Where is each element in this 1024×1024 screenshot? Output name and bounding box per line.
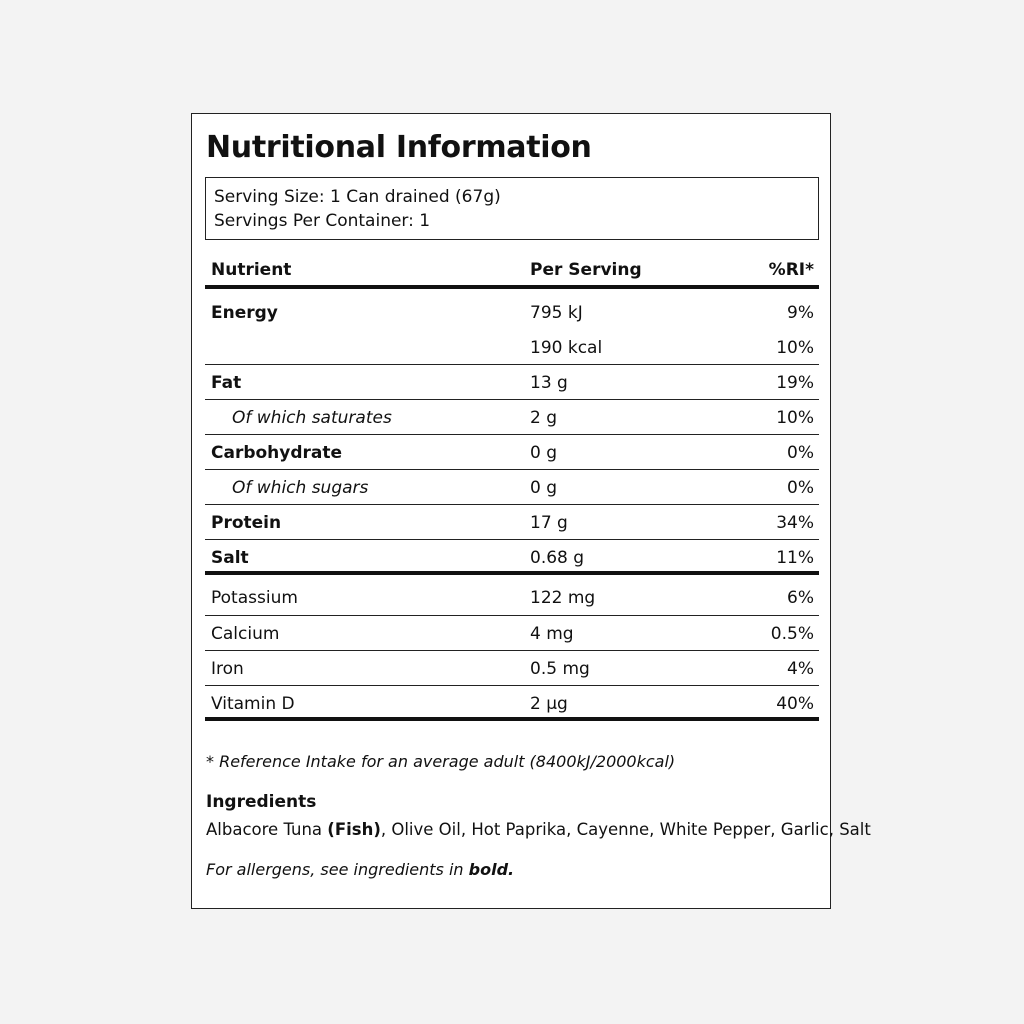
- ingredients-list: [206, 820, 871, 839]
- table-row-saturates: [205, 400, 819, 435]
- nutrient-ri: 0%: [787, 443, 814, 463]
- nutrient-ri: 0%: [787, 478, 814, 498]
- nutrient-amount: 2 µg: [530, 694, 568, 714]
- serving-info-box: [205, 177, 819, 240]
- table-row-protein: [205, 505, 819, 540]
- nutrient-amount: 4 mg: [530, 624, 574, 644]
- nutrient-ri: 10%: [776, 408, 814, 428]
- nutrient-name: Of which sugars: [232, 478, 369, 498]
- nutrient-ri: 34%: [776, 513, 814, 533]
- nutrient-amount: 17 g: [530, 513, 568, 533]
- nutrient-amount: 0.5 mg: [530, 659, 590, 679]
- nutrient-ri: 0.5%: [770, 624, 814, 644]
- table-row-potassium: [205, 575, 819, 616]
- allergen-note-text: For allergens, see ingredients in: [206, 860, 464, 879]
- nutrition-label: [191, 113, 871, 909]
- serving-size: Serving Size: 1 Can drained (67g): [214, 187, 501, 207]
- nutrient-name: Energy: [211, 303, 278, 323]
- nutrient-amount: 2 g: [530, 408, 558, 428]
- nutrient-ri: 4%: [787, 659, 814, 679]
- nutrient-ri: 40%: [776, 694, 814, 714]
- nutrient-name: Carbohydrate: [211, 443, 343, 463]
- nutrient-ri: 10%: [776, 338, 814, 358]
- nutrient-name: Protein: [211, 513, 282, 533]
- ingredient-allergen: (Fish): [327, 820, 381, 839]
- nutrient-amount: 13 g: [530, 373, 568, 393]
- label-title: Nutritional Information: [206, 130, 592, 165]
- allergen-note: [206, 860, 514, 879]
- table-row-energy-kcal: [205, 330, 819, 365]
- nutrient-name: Of which saturates: [232, 408, 392, 428]
- table-header-row: [205, 252, 819, 289]
- ingredients-heading: Ingredients: [206, 792, 317, 812]
- nutrient-name: Vitamin D: [211, 694, 295, 714]
- column-header-ri: %RI*: [768, 260, 814, 280]
- nutrient-name: Fat: [211, 373, 242, 393]
- servings-per-container: Servings Per Container: 1: [214, 211, 431, 231]
- nutrient-amount: 0 g: [530, 443, 558, 463]
- column-header-per-serving: Per Serving: [530, 260, 642, 280]
- table-row-energy: [205, 289, 819, 330]
- nutrient-name: Potassium: [211, 588, 298, 608]
- nutrition-table: [205, 252, 819, 721]
- nutrient-name: Calcium: [211, 624, 280, 644]
- table-row-carbohydrate: [205, 435, 819, 470]
- nutrient-name: Iron: [211, 659, 244, 679]
- column-header-nutrient: Nutrient: [211, 260, 292, 280]
- nutrient-name: Salt: [211, 548, 249, 568]
- reference-intake-footnote: * Reference Intake for an average adult (8400kJ/2000kcal): [206, 752, 676, 771]
- ingredient-first: Albacore Tuna: [206, 820, 323, 839]
- allergen-note-bold: bold.: [468, 860, 515, 879]
- nutrient-ri: 19%: [776, 373, 814, 393]
- nutrient-amount: 0 g: [530, 478, 558, 498]
- nutrient-ri: 9%: [787, 303, 814, 323]
- table-row-sugars: [205, 470, 819, 505]
- nutrient-amount: 0.68 g: [530, 548, 585, 568]
- table-row-calcium: [205, 616, 819, 651]
- nutrient-amount: 190 kcal: [530, 338, 603, 358]
- table-row-fat: [205, 365, 819, 400]
- nutrient-ri: 6%: [787, 588, 814, 608]
- table-row-vitamin-d: [205, 686, 819, 721]
- nutrient-ri: 11%: [776, 548, 814, 568]
- nutrient-amount: 795 kJ: [530, 303, 583, 323]
- table-row-iron: [205, 651, 819, 686]
- table-row-salt: [205, 540, 819, 575]
- ingredient-rest: , Olive Oil, Hot Paprika, Cayenne, White Pepper, Garlic, Salt: [380, 820, 871, 839]
- nutrient-amount: 122 mg: [530, 588, 596, 608]
